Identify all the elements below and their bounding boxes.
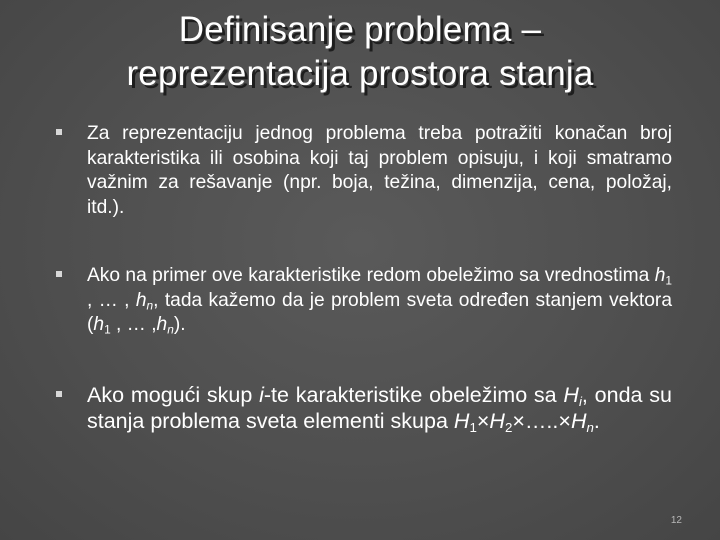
bullet-2-part-1: Ako na primer ove karakteristike redom obeležimo sa vrednostima: [87, 265, 655, 286]
sub-1: 1: [104, 322, 111, 337]
title-line-1: Definisanje problema –: [178, 10, 542, 49]
sub-n: n: [146, 298, 154, 313]
bullet-text-1: Za reprezentaciju jednog problema treba potražiti konačan broj karakteristika ili osobina koji taj problem opisuju, i koji smatramo važnim za rešavanje (npr. boja, težina, dimenzija, cena, položaj, itd.).: [87, 123, 672, 218]
product-dots: ×…..×: [512, 408, 571, 433]
var-h: h: [93, 314, 105, 335]
bullet-item-2: [56, 264, 672, 338]
slide-title: [20, 8, 700, 96]
times-sign: ×: [476, 408, 490, 433]
var-h: h: [654, 265, 666, 286]
square-bullet-icon: [56, 391, 62, 397]
square-bullet-icon: [56, 129, 62, 135]
sub-n: n: [167, 322, 174, 337]
bullet-2-part-3: , tada kažemo da je problem sveta određen stanjem vektora (: [87, 289, 672, 335]
period: .: [593, 408, 600, 433]
var-H: H: [570, 408, 587, 433]
sub-n: n: [586, 419, 594, 435]
sub-2: 2: [504, 419, 513, 435]
bullet-3-part-3: , onda su stanja problema sveta elementi skupa: [87, 382, 672, 433]
bullet-3-part-1: Ako mogući skup: [87, 382, 260, 407]
var-h: h: [135, 289, 147, 311]
sub-1: 1: [665, 273, 672, 288]
bullet-item-1: [56, 122, 672, 220]
sub-i: i: [578, 393, 582, 409]
bullet-3-part-2: -te karakteristike obeležimo sa: [263, 382, 564, 407]
var-h: h: [156, 314, 168, 335]
var-H: H: [563, 382, 579, 407]
var-H: H: [453, 408, 470, 433]
bullet-2-part-5: ).: [173, 314, 186, 335]
bullet-2-part-2: , … ,: [87, 289, 136, 311]
var-i: i: [259, 382, 264, 407]
bullet-2-part-4: , … ,: [110, 314, 157, 335]
square-bullet-icon: [56, 271, 62, 277]
page-number: 12: [670, 515, 682, 526]
var-H: H: [489, 408, 505, 433]
title-line-2: reprezentacija prostora stanja: [126, 54, 594, 93]
bullet-list: [56, 122, 672, 434]
bullet-item-3: [56, 382, 672, 434]
sub-1: 1: [469, 419, 477, 435]
